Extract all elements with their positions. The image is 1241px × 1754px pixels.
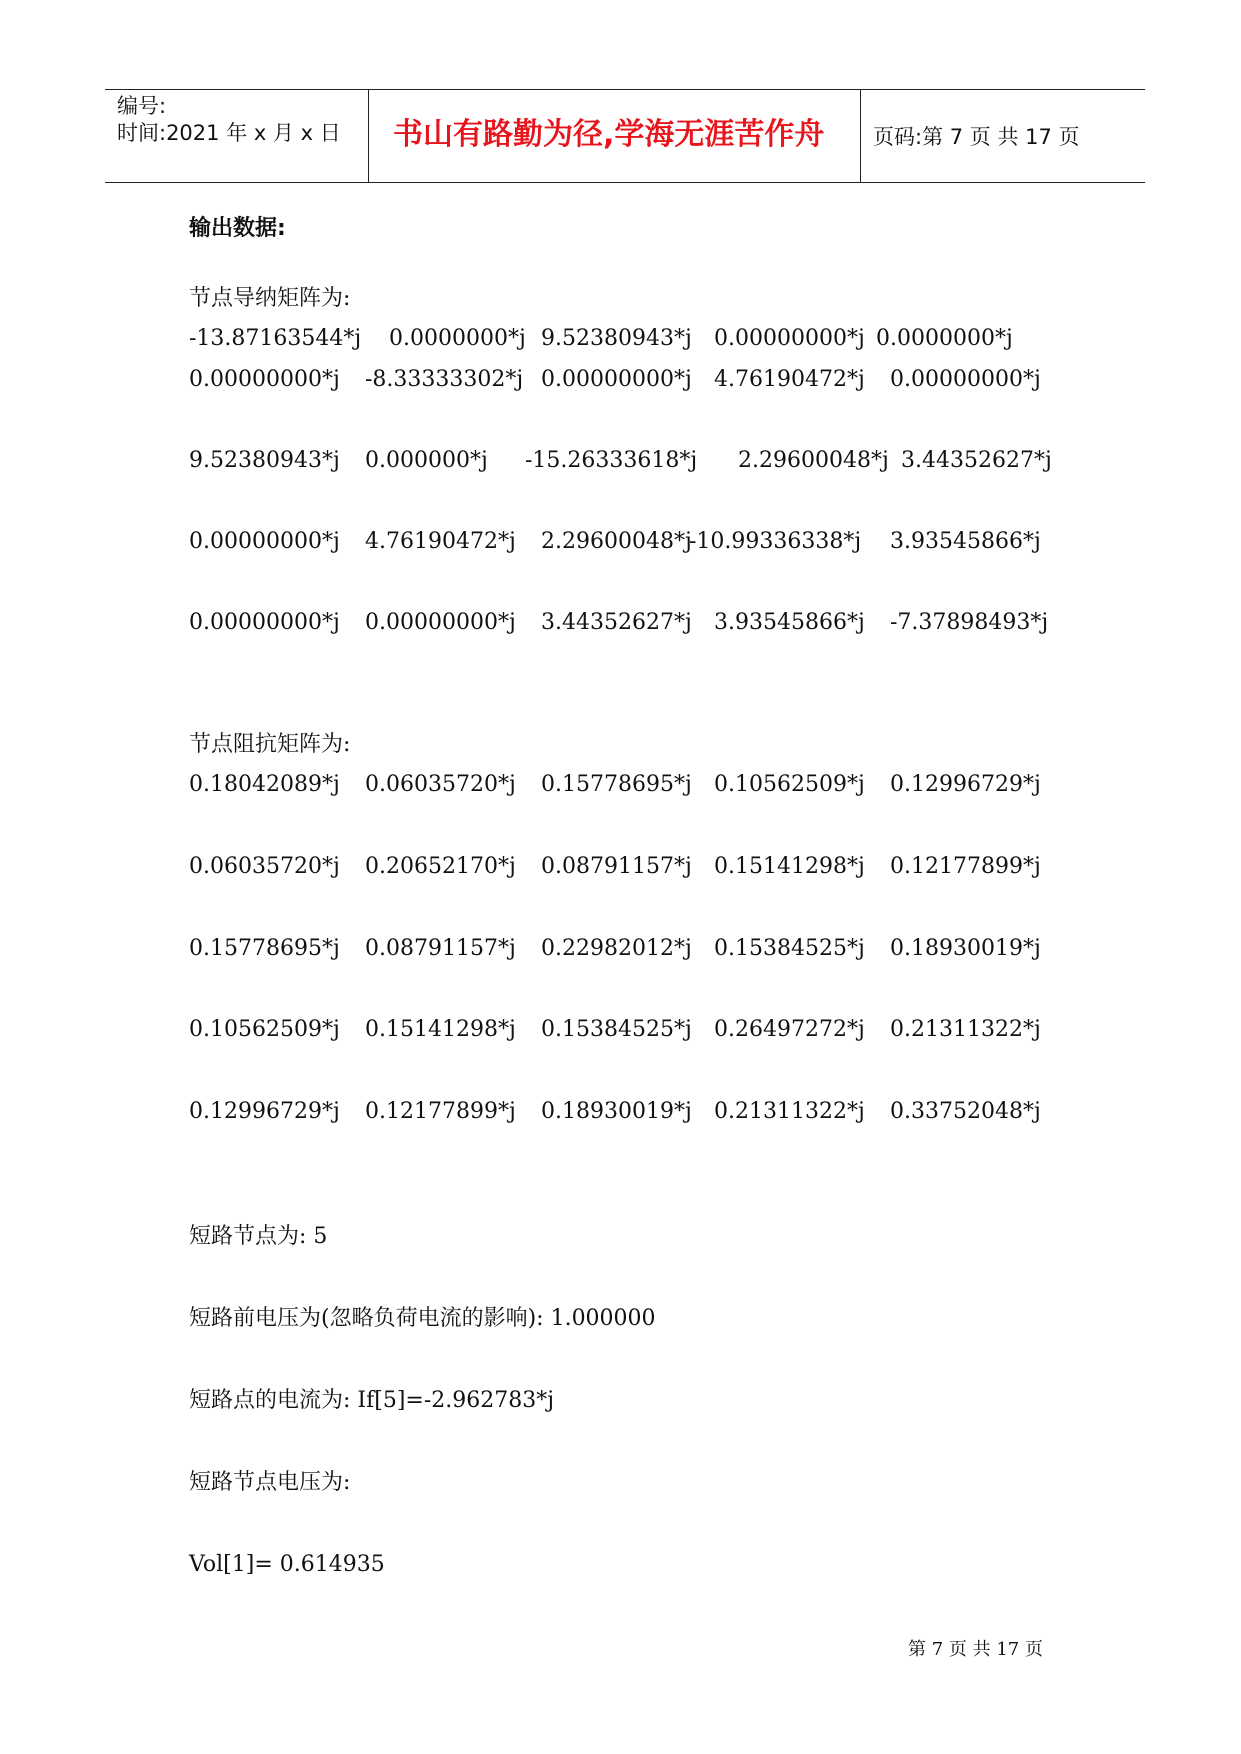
matrix-cell: 3.93545866*j [890,529,1041,554]
matrix-cell: 0.00000000*j [365,610,516,635]
header-divider-left [368,89,369,182]
matrix-cell: 0.15384525*j [541,1017,692,1042]
matrix-cell: 0.10562509*j [714,772,865,797]
header-number-label: 编号: [117,94,167,118]
matrix-cell: 0.21311322*j [890,1017,1041,1042]
matrix-cell: 0.00000000*j [541,367,692,392]
header-page-label: 页码:第 7 页 共 17 页 [873,125,1080,149]
matrix-cell: 0.12177899*j [890,854,1041,879]
matrix-cell: -15.26333618*j [525,448,698,473]
matrix-cell: 0.08791157*j [541,854,692,879]
matrix-cell: 0.18930019*j [890,936,1041,961]
matrix-cell: 0.00000000*j [890,367,1041,392]
output-title: 输出数据: [189,216,286,241]
page-footer: 第 7 页 共 17 页 [908,1639,1043,1660]
matrix-cell: 0.00000000*j [714,326,865,351]
matrix-cell: 0.06035720*j [189,854,340,879]
matrix-cell: 0.18042089*j [189,772,340,797]
matrix-cell: 9.52380943*j [541,326,692,351]
matrix-cell: 0.15778695*j [541,772,692,797]
matrix-cell: -10.99336338*j [689,529,862,554]
matrix-cell: 2.29600048*j [738,448,889,473]
matrix-cell: 0.0000000*j [389,326,526,351]
vol1-text: Vol[1]= 0.614935 [189,1552,385,1577]
matrix-cell: 3.93545866*j [714,610,865,635]
matrix-cell: 4.76190472*j [714,367,865,392]
matrix-cell: 0.22982012*j [541,936,692,961]
short-node-text: 短路节点为: 5 [189,1224,328,1249]
matrix-cell: 3.44352627*j [541,610,692,635]
matrix-cell: 3.44352627*j [901,448,1052,473]
matrix-cell: 0.000000*j [365,448,488,473]
node-voltage-title: 短路节点电压为: [189,1470,351,1495]
matrix-cell: 0.12996729*j [890,772,1041,797]
admittance-title: 节点导纳矩阵为: [189,286,351,311]
matrix-cell: 0.18930019*j [541,1099,692,1124]
header-bottom-rule [105,182,1145,183]
matrix-cell: 0.12996729*j [189,1099,340,1124]
matrix-cell: 9.52380943*j [189,448,340,473]
matrix-cell: 0.21311322*j [714,1099,865,1124]
fault-current-text: 短路点的电流为: If[5]=-2.962783*j [189,1388,555,1413]
pre-voltage-text: 短路前电压为(忽略负荷电流的影响): 1.000000 [189,1306,656,1331]
matrix-cell: 0.33752048*j [890,1099,1041,1124]
matrix-cell: 0.06035720*j [365,772,516,797]
header-time-label: 时间:2021 年 x 月 x 日 [117,121,341,145]
matrix-cell: 0.00000000*j [189,610,340,635]
header-motto: 书山有路勤为径,学海无涯苦作舟 [393,117,825,152]
matrix-cell: 2.29600048*j [541,529,692,554]
matrix-cell: -7.37898493*j [890,610,1049,635]
matrix-cell: 0.20652170*j [365,854,516,879]
matrix-cell: -13.87163544*j [189,326,362,351]
header-top-rule [105,89,1145,90]
matrix-cell: 0.15384525*j [714,936,865,961]
matrix-cell: 0.15778695*j [189,936,340,961]
matrix-cell: 0.15141298*j [714,854,865,879]
impedance-title: 节点阻抗矩阵为: [189,732,351,757]
matrix-cell: 0.10562509*j [189,1017,340,1042]
matrix-cell: 0.00000000*j [189,529,340,554]
matrix-cell: 0.26497272*j [714,1017,865,1042]
matrix-cell: 0.08791157*j [365,936,516,961]
matrix-cell: -8.33333302*j [365,367,524,392]
matrix-cell: 0.15141298*j [365,1017,516,1042]
matrix-cell: 4.76190472*j [365,529,516,554]
matrix-cell: 0.0000000*j [876,326,1013,351]
header-divider-right [860,89,861,182]
matrix-cell: 0.12177899*j [365,1099,516,1124]
matrix-cell: 0.00000000*j [189,367,340,392]
